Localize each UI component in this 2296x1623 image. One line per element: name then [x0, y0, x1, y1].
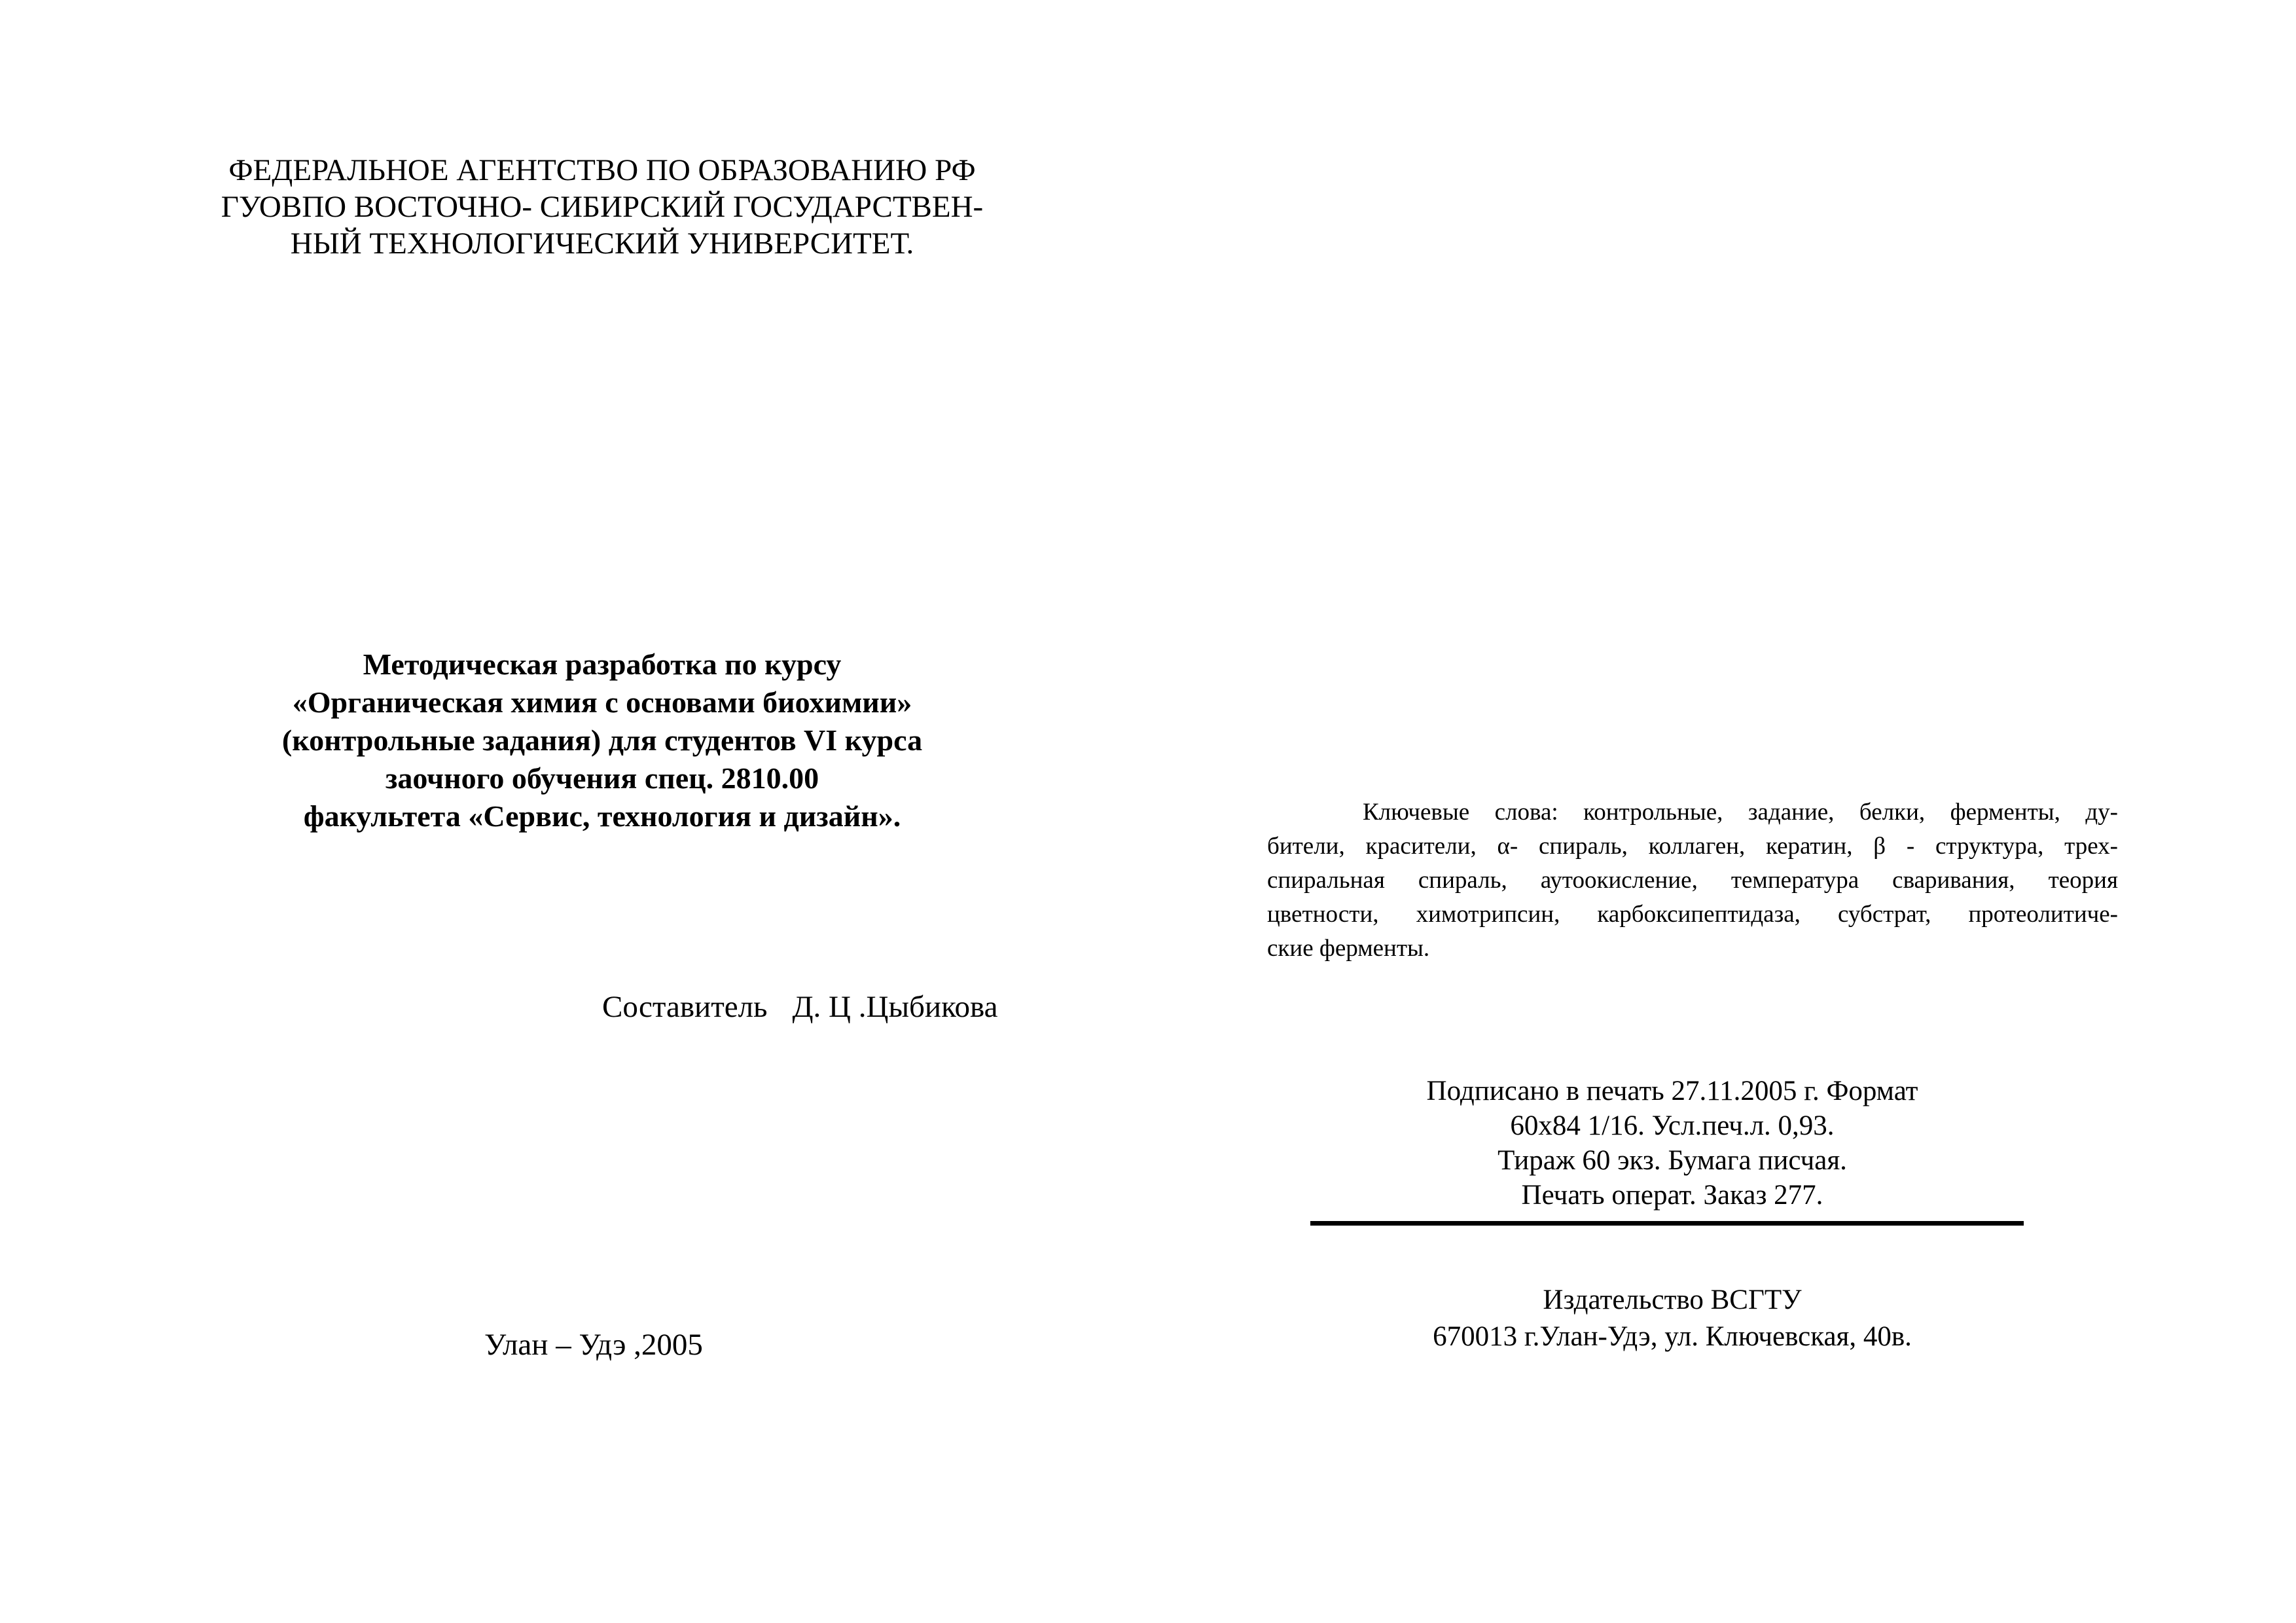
header-line: ГУОВПО ВОСТОЧНО- СИБИРСКИЙ ГОСУДАРСТВЕН- — [221, 190, 984, 224]
imprint-line: Тираж 60 экз. Бумага писчая. — [1498, 1145, 1847, 1176]
header-line: ФЕДЕРАЛЬНОЕ АГЕНТСТВО ПО ОБРАЗОВАНИЮ РФ — [228, 153, 976, 187]
header-line: НЫЙ ТЕХНОЛОГИЧЕСКИЙ УНИВЕРСИТЕТ. — [290, 227, 914, 261]
compiler-label: Составитель — [602, 990, 768, 1024]
publisher-line: 670013 г.Улан-Удэ, ул. Ключевская, 40в. — [1433, 1321, 1912, 1352]
compiler-credit — [602, 987, 997, 1027]
title-line: «Органическая химия с основами биохимии» — [292, 685, 912, 719]
keywords-line: ские ферменты. — [1267, 935, 1430, 962]
imprint-line: Подписано в печать 27.11.2005 г. Формат — [1426, 1076, 1918, 1106]
imprint-line: Печать операт. Заказ 277. — [1521, 1180, 1823, 1211]
title-line: факультета «Сервис, технология и дизайн». — [303, 799, 901, 833]
publisher-line: Издательство ВСГТУ — [1543, 1285, 1802, 1315]
keywords-line: Ключевые слова: контрольные, задание, белки, ферменты, ду- — [1363, 799, 2118, 826]
title-line: Методическая разработка по курсу — [363, 647, 842, 681]
keywords-line: бители, красители, α- спираль, коллаген, кератин, β - структура, трех- — [1267, 833, 2118, 860]
imprint-line: 60х84 1/16. Усл.печ.л. 0,93. — [1510, 1110, 1835, 1141]
keywords-line: спиральная спираль, аутоокисление, температура сваривания, теория — [1267, 867, 2118, 894]
compiler-name: Д. Ц .Цыбикова — [792, 990, 998, 1024]
horizontal-rule — [1310, 1221, 2024, 1226]
print-imprint — [1309, 1074, 2036, 1213]
publisher-info — [1309, 1282, 2036, 1355]
keywords-line: цветности, химотрипсин, карбоксипептидаза, субстрат, протеолитиче- — [1267, 901, 2118, 928]
document-title — [170, 646, 1034, 835]
institution-header — [118, 152, 1086, 262]
title-line: заочного обучения спец. 2810.00 — [385, 761, 819, 795]
keywords-paragraph — [1267, 795, 2118, 966]
city-year: Улан – Удэ ,2005 — [484, 1328, 703, 1362]
title-line: (контрольные задания) для студентов VI курса — [281, 723, 923, 757]
